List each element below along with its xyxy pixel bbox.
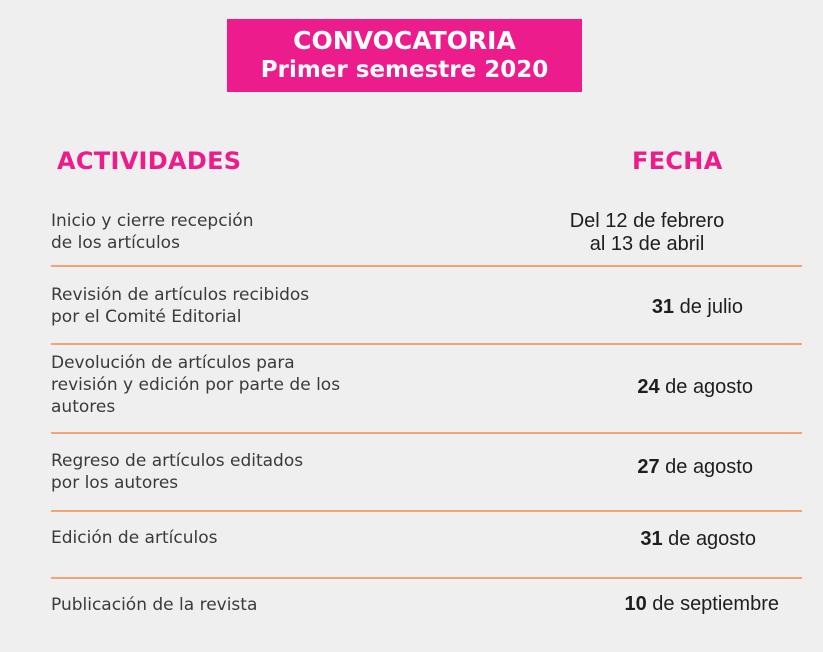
row-divider — [51, 343, 802, 345]
activity-cell — [51, 450, 411, 494]
activity-cell — [51, 527, 411, 549]
activity-line: Revisión de artículos recibidos — [51, 285, 310, 305]
row-divider — [51, 432, 802, 434]
activity-cell — [51, 594, 411, 616]
row-divider — [51, 265, 802, 267]
date-text: de julio — [674, 296, 743, 318]
date-cell — [493, 456, 753, 479]
activities-header: ACTIVIDADES — [57, 147, 242, 175]
activity-cell — [51, 284, 411, 328]
date-day: 31 — [651, 296, 675, 318]
date-line: Del 12 de febrero — [569, 210, 725, 232]
activity-line: Devolución de artículos para — [51, 353, 295, 373]
date-cell — [517, 210, 777, 256]
row-divider — [51, 510, 802, 512]
activity-line: Publicación de la revista — [51, 595, 258, 615]
date-cell — [483, 296, 743, 319]
date-day: 27 — [637, 456, 660, 478]
activity-line: de los artículos — [51, 233, 180, 253]
activity-line: revisión y edición por parte de los — [51, 375, 341, 395]
row-divider — [51, 577, 802, 579]
activity-line: por los autores — [51, 473, 179, 493]
activity-line: Inicio y cierre recepción — [51, 211, 254, 231]
activity-line: autores — [51, 397, 116, 417]
date-day: 31 — [640, 528, 663, 550]
activity-line: Regreso de artículos editados — [51, 451, 304, 471]
date-cell — [496, 528, 756, 551]
date-text: de agosto — [659, 456, 753, 478]
banner-subtitle: Primer semestre 2020 — [260, 57, 549, 83]
date-header: FECHA — [632, 147, 723, 175]
date-text: de agosto — [662, 528, 756, 550]
date-day: 24 — [637, 376, 660, 398]
date-text: de septiembre — [646, 593, 779, 615]
activity-cell — [51, 352, 411, 418]
activity-line: Edición de artículos — [51, 528, 218, 548]
date-day: 10 — [624, 593, 647, 615]
date-text: de agosto — [659, 376, 753, 398]
activity-cell — [51, 210, 411, 254]
date-line: al 13 de abril — [589, 233, 705, 255]
date-cell — [519, 593, 779, 616]
activity-line: por el Comité Editorial — [51, 307, 242, 327]
date-cell — [493, 376, 753, 399]
title-banner — [227, 19, 582, 92]
banner-title: CONVOCATORIA — [293, 26, 516, 55]
